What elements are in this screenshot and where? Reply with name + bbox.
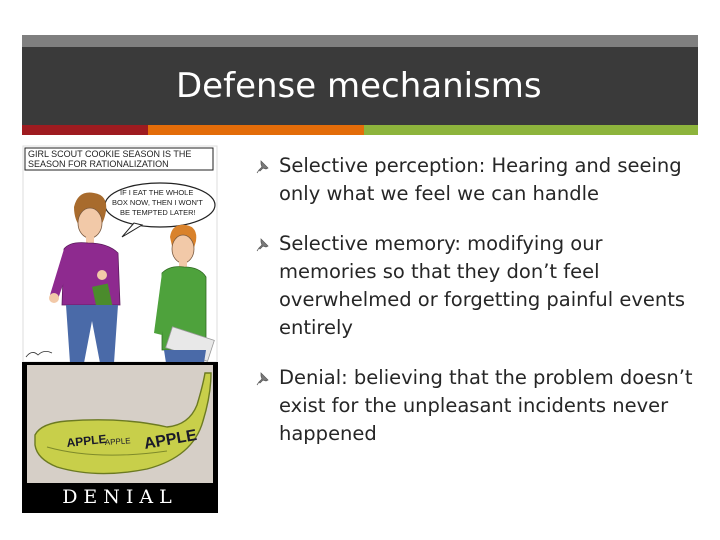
bullet-text: Selective memory: modifying our memories so that they don’t feel overwhelmed or forgetting painful events entirely: [279, 232, 686, 339]
bullet-list: [255, 152, 695, 470]
pushpin-icon: [256, 372, 270, 386]
header-top-strip: [22, 35, 698, 47]
denial-caption: DENIAL: [62, 486, 178, 508]
accent-bar-orange: [148, 125, 364, 135]
accent-bar-red: [22, 125, 148, 135]
denial-poster: [22, 362, 218, 513]
pushpin-icon: [256, 160, 270, 174]
bullet-item-selective-perception: [255, 152, 695, 208]
bullet-text: Selective perception: Hearing and seeing only what we feel we can handle: [279, 154, 682, 205]
banana-label-2: APPLE: [142, 426, 199, 453]
pushpin-icon: [256, 238, 270, 252]
bullet-text: Denial: believing that the problem doesn’t exist for the unpleasant incidents never happened: [279, 366, 693, 445]
comic-caption-line2: SEASON FOR RATIONALIZATION: [28, 159, 169, 169]
banana-photo: [27, 365, 213, 483]
banana-label-3: APPLE: [104, 436, 131, 447]
bubble-line3: BE TEMPTED LATER!: [120, 208, 196, 217]
comic-caption-line1: GIRL SCOUT COOKIE SEASON IS THE: [28, 149, 192, 159]
bubble-line2: BOX NOW, THEN I WON'T: [112, 198, 203, 207]
rationalization-comic: [22, 145, 218, 363]
bullet-item-denial: [255, 364, 695, 448]
bubble-line1: IF I EAT THE WHOLE: [120, 188, 194, 197]
bullet-item-selective-memory: [255, 230, 695, 342]
comic-drawing: [22, 145, 218, 363]
slide-title: Defense mechanisms: [176, 66, 542, 106]
banana-label-1: APPLE: [65, 431, 108, 450]
accent-bar-green: [364, 125, 698, 135]
